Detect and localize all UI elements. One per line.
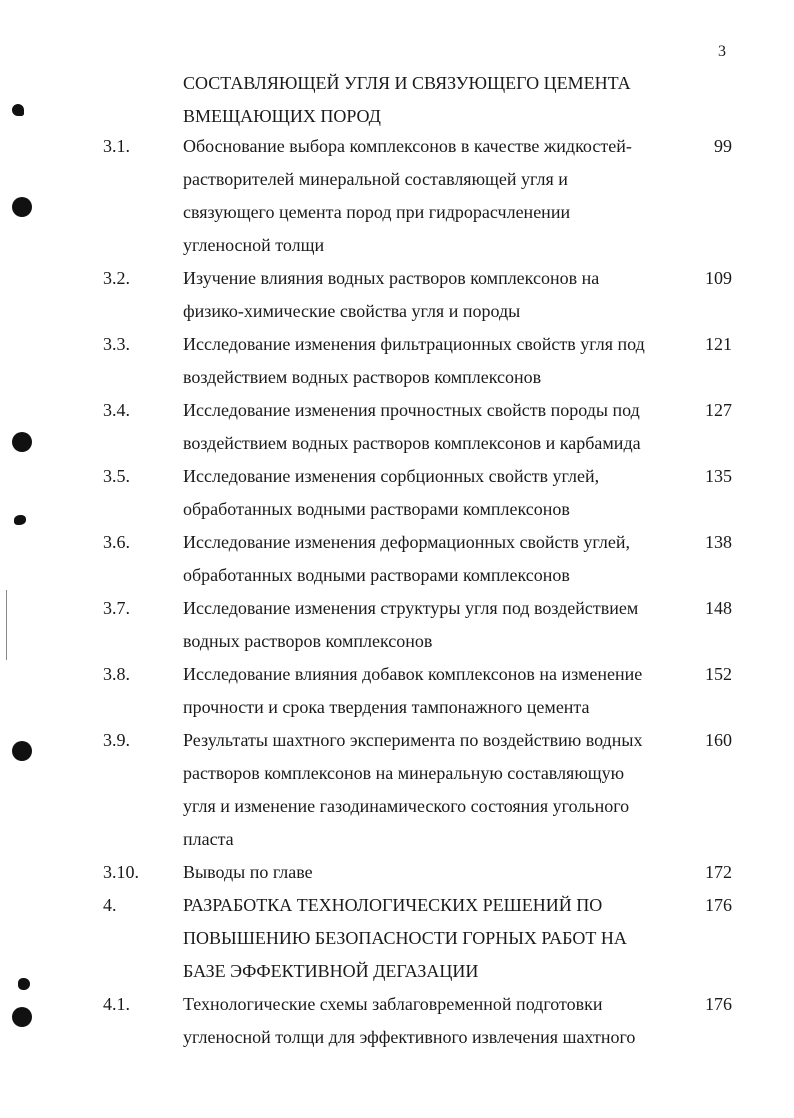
toc-entry-4-1 <box>0 988 794 1054</box>
toc-entry-title-line: угленосной толщи <box>183 235 325 255</box>
toc-entry-title-line: Исследование изменения фильтрационных свойств угля под <box>183 334 645 354</box>
toc-entry-number: 4. <box>103 895 117 915</box>
toc-entry-title-line: ПОВЫШЕНИЮ БЕЗОПАСНОСТИ ГОРНЫХ РАБОТ НА <box>183 928 627 948</box>
toc-entry-title <box>183 592 681 658</box>
toc-entry-title-line: растворителей минеральной составляющей угля и <box>183 169 568 189</box>
toc-entry-page: 109 <box>705 268 732 288</box>
toc-entry-title-line: прочности и срока твердения тампонажного цемента <box>183 697 590 717</box>
toc-entry-number: 3.7. <box>103 598 130 618</box>
toc-entry-title-line: БАЗЕ ЭФФЕКТИВНОЙ ДЕГАЗАЦИИ <box>183 961 479 981</box>
toc-entry-3-3 <box>0 328 794 394</box>
toc-entry-title-line: обработанных водными растворами комплексонов <box>183 565 570 585</box>
page-number: 3 <box>718 43 726 60</box>
toc-entry-number: 3.10. <box>103 862 139 882</box>
continued-title-line: СОСТАВЛЯЮЩЕЙ УГЛЯ И СВЯЗУЮЩЕГО ЦЕМЕНТА <box>183 73 631 93</box>
toc-entry-3-8 <box>0 658 794 724</box>
binder-hole-mark <box>12 197 32 217</box>
toc-entry-page: 172 <box>705 862 732 882</box>
toc-entry-page: 135 <box>705 466 732 486</box>
table-of-contents <box>0 130 794 1054</box>
scan-line <box>6 590 7 660</box>
toc-entry-number: 3.8. <box>103 664 130 684</box>
toc-entry-number: 3.3. <box>103 334 130 354</box>
toc-entry-title-line: Исследование изменения прочностных свойств породы под <box>183 400 640 420</box>
toc-entry-title-line: угленосной толщи для эффективного извлечения шахтного <box>183 1027 636 1047</box>
toc-entry-number: 3.6. <box>103 532 130 552</box>
toc-entry-3-7 <box>0 592 794 658</box>
toc-entry-title-line: Исследование изменения деформационных свойств углей, <box>183 532 630 552</box>
toc-entry-title-line: пласта <box>183 829 234 849</box>
toc-entry-title-line: связующего цемента пород при гидрорасчленении <box>183 202 571 222</box>
toc-entry-title <box>183 988 681 1054</box>
toc-entry-title <box>183 724 681 856</box>
toc-entry-page: 148 <box>705 598 732 618</box>
toc-entry-number: 3.2. <box>103 268 130 288</box>
toc-entry-3-1 <box>0 130 794 262</box>
toc-entry-3-4 <box>0 394 794 460</box>
toc-entry-title-line: Технологические схемы заблаговременной подготовки <box>183 994 603 1014</box>
toc-entry-3-5 <box>0 460 794 526</box>
toc-entry-title-line: обработанных водными растворами комплексонов <box>183 499 570 519</box>
toc-entry-title <box>183 460 681 526</box>
toc-entry-3-9 <box>0 724 794 856</box>
binder-hole-mark <box>12 432 32 452</box>
toc-entry-title-line: Результаты шахтного эксперимента по воздействию водных <box>183 730 643 750</box>
toc-entry-title <box>183 262 681 328</box>
toc-entry-title-line: воздействием водных растворов комплексонов <box>183 367 542 387</box>
toc-entry-number: 3.1. <box>103 136 130 156</box>
continued-chapter-title <box>183 67 703 133</box>
toc-entry-title <box>183 856 681 889</box>
toc-entry-title-line: угля и изменение газодинамического состояния угольного <box>183 796 630 816</box>
toc-entry-page: 176 <box>705 994 732 1014</box>
toc-entry-number: 4.1. <box>103 994 130 1014</box>
toc-entry-page: 121 <box>705 334 732 354</box>
toc-entry-3-10 <box>0 856 794 889</box>
continued-title-line: ВМЕЩАЮЩИХ ПОРОД <box>183 106 381 126</box>
toc-entry-number: 3.5. <box>103 466 130 486</box>
scan-speck <box>18 978 30 990</box>
toc-entry-title <box>183 526 681 592</box>
toc-entry-title-line: Исследование изменения структуры угля под воздействием <box>183 598 639 618</box>
toc-entry-page: 99 <box>714 136 732 156</box>
toc-entry-number: 3.9. <box>103 730 130 750</box>
toc-entry-title-line: водных растворов комплексонов <box>183 631 433 651</box>
toc-entry-chapter-4 <box>0 889 794 988</box>
toc-entry-title <box>183 658 681 724</box>
toc-entry-page: 152 <box>705 664 732 684</box>
scan-speck <box>12 104 24 116</box>
toc-entry-page: 176 <box>705 895 732 915</box>
toc-entry-page: 138 <box>705 532 732 552</box>
toc-entry-3-2 <box>0 262 794 328</box>
toc-entry-title <box>183 130 681 262</box>
toc-entry-3-6 <box>0 526 794 592</box>
toc-entry-title <box>183 394 681 460</box>
toc-entry-title-line: воздействием водных растворов комплексонов и карбамида <box>183 433 641 453</box>
toc-entry-page: 160 <box>705 730 732 750</box>
binder-hole-mark <box>12 741 32 761</box>
toc-entry-number: 3.4. <box>103 400 130 420</box>
toc-entry-title-line: растворов комплексонов на минеральную составляющую <box>183 763 625 783</box>
toc-entry-title <box>183 889 681 988</box>
binder-hole-mark <box>12 1007 32 1027</box>
toc-entry-title-line: Исследование влияния добавок комплексонов на изменение <box>183 664 643 684</box>
toc-entry-title-line: Изучение влияния водных растворов комплексонов на <box>183 268 600 288</box>
toc-entry-title-line: Обоснование выбора комплексонов в качестве жидкостей- <box>183 136 632 156</box>
toc-entry-title-line: РАЗРАБОТКА ТЕХНОЛОГИЧЕСКИХ РЕШЕНИЙ ПО <box>183 895 603 915</box>
toc-entry-title <box>183 328 681 394</box>
toc-entry-title-line: Исследование изменения сорбционных свойств углей, <box>183 466 600 486</box>
toc-entry-title-line: Выводы по главе <box>183 862 313 882</box>
toc-entry-title-line: физико-химические свойства угля и породы <box>183 301 521 321</box>
scan-speck <box>14 515 26 525</box>
toc-entry-page: 127 <box>705 400 732 420</box>
